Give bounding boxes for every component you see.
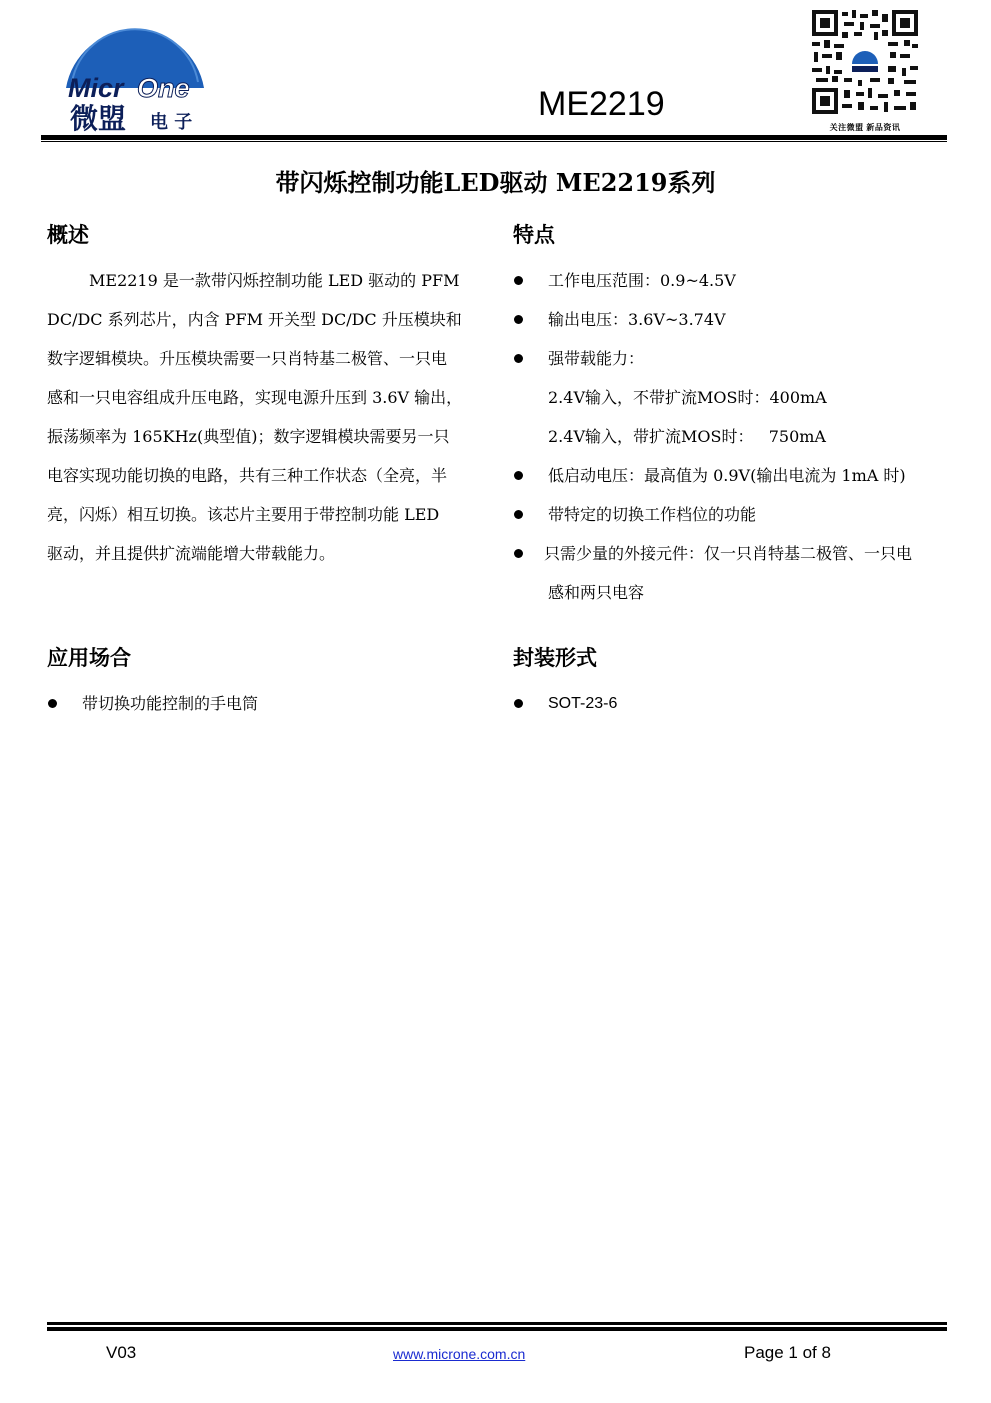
overview-line: DC/DC 系列芯片，内含 PFM 开关型 DC/DC 升压模块和 xyxy=(47,310,462,329)
version-label: V03 xyxy=(106,1343,137,1362)
qr-code[interactable] xyxy=(808,10,922,132)
header-rule xyxy=(41,135,947,140)
header-rule-thin xyxy=(41,141,947,142)
feature-subitem: 2.4V输入，带扩流MOS时： 750mA xyxy=(548,427,826,446)
application-item: 带切换功能控制的手电筒 xyxy=(82,694,259,713)
bullet-icon xyxy=(48,699,57,708)
feature-item-continued: 感和两只电容 xyxy=(548,583,645,602)
feature-item: 输出电压：3.6V~3.74V xyxy=(548,310,726,329)
website-link[interactable]: www.microne.com.cn xyxy=(393,1346,526,1362)
svg-text:One: One xyxy=(137,73,190,103)
qr-caption: 关注微盟 新品资讯 xyxy=(829,123,901,132)
feature-item: 强带载能力： xyxy=(548,349,645,368)
bullet-icon xyxy=(514,510,523,519)
overview-line: ME2219 是一款带闪烁控制功能 LED 驱动的 PFM xyxy=(89,271,460,290)
package-item: SOT-23-6 xyxy=(548,695,618,712)
features-heading: 特点 xyxy=(513,222,555,247)
footer-rule-thick xyxy=(47,1327,947,1331)
document-title: ME2219 xyxy=(538,85,665,123)
svg-text:微盟: 微盟 xyxy=(70,102,127,134)
microne-logo xyxy=(62,8,207,134)
overview-line: 振荡频率为 165KHz(典型值)；数字逻辑模块需要另一只 xyxy=(47,427,450,446)
overview-line: 数字逻辑模块。升压模块需要一只肖特基二极管、一只电 xyxy=(47,349,448,368)
overview-line: 电容实现功能切换的电路，共有三种工作状态（全亮，半 xyxy=(47,466,448,485)
bullet-icon xyxy=(514,276,523,285)
overview-paragraph xyxy=(47,261,478,573)
svg-text:电 子: 电 子 xyxy=(150,112,193,133)
feature-item: 低启动电压：最高值为 0.9V(输出电流为 1mA 时) xyxy=(548,466,906,485)
package-heading: 封装形式 xyxy=(513,645,597,670)
qr-code-icon xyxy=(808,10,922,114)
feature-item: 工作电压范围：0.9~4.5V xyxy=(548,271,736,290)
bullet-icon xyxy=(514,699,523,708)
bullet-icon xyxy=(514,315,523,324)
document-heading: 带闪烁控制功能LED驱动 ME2219系列 xyxy=(275,168,716,197)
footer-rule xyxy=(47,1322,947,1325)
bullet-icon xyxy=(514,549,523,558)
page-number: Page 1 of 8 xyxy=(744,1343,831,1362)
overview-line: 感和一只电容组成升压电路，实现电源升压到 3.6V 输出， xyxy=(47,388,463,407)
feature-item: 只需少量的外接元件：仅一只肖特基二极管、一只电 xyxy=(544,544,913,563)
bullet-icon xyxy=(514,354,523,363)
overview-line: 亮，闪烁）相互切换。该芯片主要用于带控制功能 LED xyxy=(47,505,440,524)
feature-subitem: 2.4V输入，不带扩流MOS时：400mA xyxy=(548,388,827,407)
bullet-icon xyxy=(514,471,523,480)
feature-item: 带特定的切换工作档位的功能 xyxy=(548,505,757,524)
applications-heading: 应用场合 xyxy=(47,645,131,670)
overview-line: 驱动，并且提供扩流端能增大带载能力。 xyxy=(47,544,336,563)
overview-heading: 概述 xyxy=(47,222,89,247)
svg-text:Micr: Micr xyxy=(68,73,124,103)
